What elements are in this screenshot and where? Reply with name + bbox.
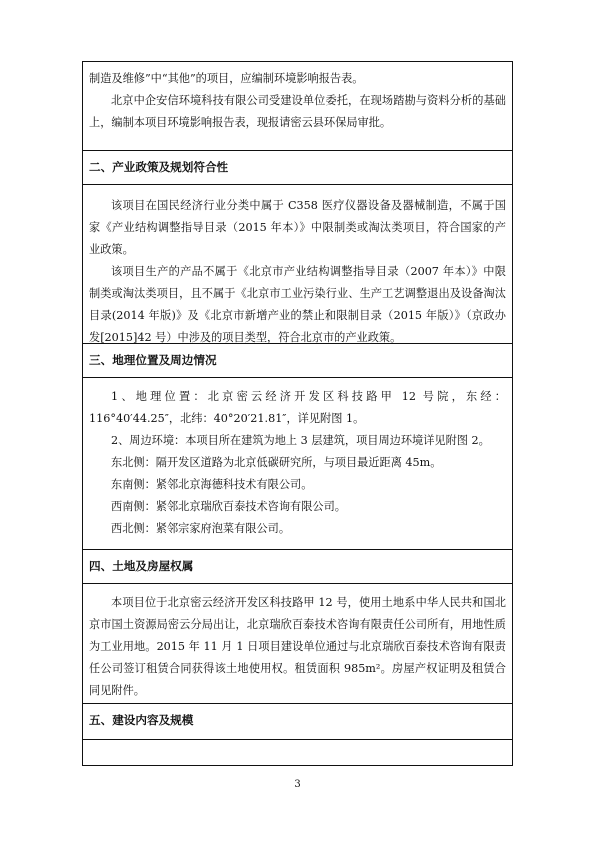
southwest-side: 西南侧：紧邻北京瑞欣百泰技术咨询有限公司。 <box>111 500 346 513</box>
section-4-heading: 四、土地及房屋权属 <box>89 559 194 573</box>
intro-line: 制造及维修”中“其他”的项目，应编制环境影响报告表。 <box>89 72 364 85</box>
page-number: 3 <box>294 779 301 790</box>
section-2-paragraph-2: 该项目生产的产品不属于《北京市产业结构调整指导目录（2007 年本）》中限制类或淘汰类项目，且不属于《北京市工业污染行业、生产工艺调整退出及设备淘汰目录(2014 年版)》及《北京市新增产业的禁止和限制目录（2015 年版）》（京政办发[2015]42 号）中涉及的项目类型，符合北京市的产业政策。 <box>89 265 506 344</box>
section-5-heading: 五、建设内容及规模 <box>89 713 194 727</box>
section-2-paragraph-1: 该项目在国民经济行业分类中属于 C358 医疗仪器设备及器械制造，不属于国家《产业结构调整指导目录（2015 年本）》中限制类或淘汰类项目，符合国家的产业政策。 <box>89 199 506 256</box>
northwest-side: 西北侧：紧邻宗家府泡菜有限公司。 <box>111 522 291 535</box>
southeast-side: 东南侧：紧邻北京海德科技术有限公司。 <box>111 478 313 491</box>
divider <box>83 150 512 151</box>
location-item: 1、地理位置：北京密云经济开发区科技路甲 12 号院，东经：116°40′44.25″，北纬：40°20′21.81″，详见附图 1。 <box>89 390 506 425</box>
divider <box>83 583 512 584</box>
surroundings-item: 2、周边环境：本项目所在建筑为地上 3 层建筑，项目周边环境详见附图 2。 <box>111 434 490 447</box>
section-3-heading: 三、地理位置及周边情况 <box>89 353 217 367</box>
divider <box>83 739 512 740</box>
intro-paragraph: 北京中企安信环境科技有限公司受建设单位委托，在现场踏勘与资料分析的基础上，编制本项目环境影响报告表，现报请密云县环保局审批。 <box>89 94 506 129</box>
section-4-paragraph: 本项目位于北京密云经济开发区科技路甲 12 号，使用土地系中华人民共和国北京市国土资源局密云分局出让，北京瑞欣百泰技术咨询有限责任公司所有，用地性质为工业用地。2015 年 11 月 1 日项目建设单位通过与北京瑞欣百泰技术咨询有限责任公司签订租赁合同获得该土地使用权。租赁面积 985m²。房屋产权证明及租赁合同见附件。 <box>89 596 506 697</box>
divider <box>83 549 512 550</box>
section-2-heading: 二、产业政策及规划符合性 <box>89 160 229 174</box>
northeast-side: 东北侧：隔开发区道路为北京低碳研究所，与项目最近距离 45m。 <box>111 456 442 469</box>
divider <box>83 343 512 344</box>
divider <box>83 377 512 378</box>
content-frame <box>82 61 513 766</box>
divider <box>83 184 512 185</box>
divider <box>83 703 512 704</box>
